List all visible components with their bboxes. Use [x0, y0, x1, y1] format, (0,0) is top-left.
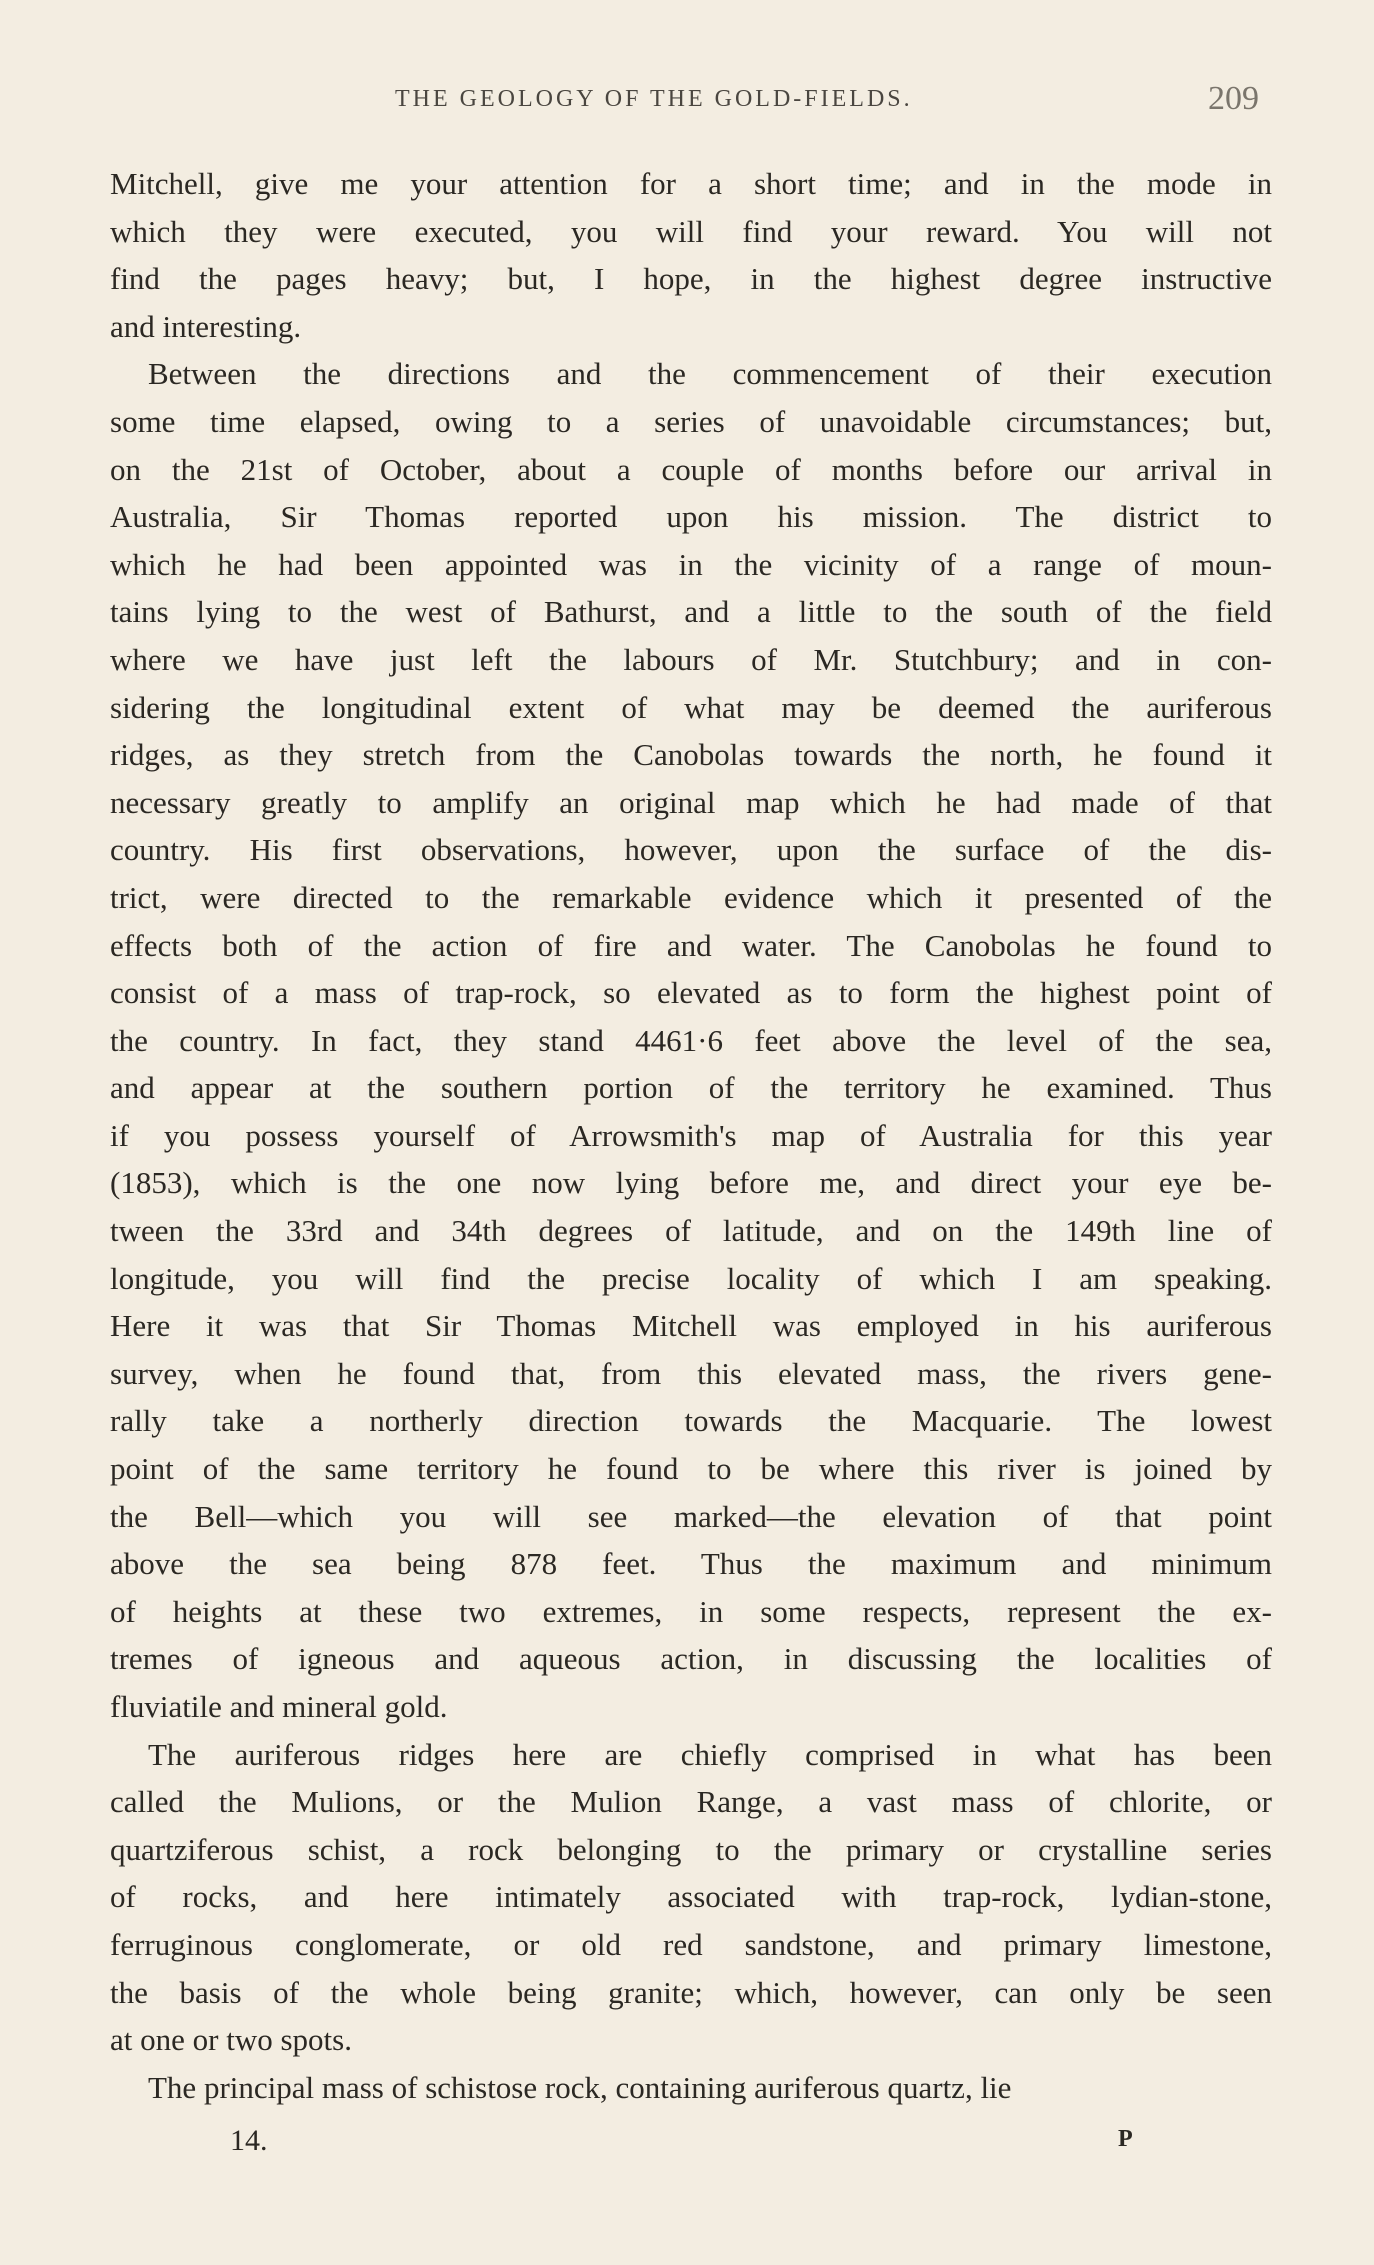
text-line: The auriferous ridges here are chiefly comprised in what has been — [148, 1736, 1272, 1772]
text-line: Mitchell, give me your attention for a short time; and in the mode in — [110, 166, 1272, 201]
text-line: tains lying to the west of Bathurst, and a little to the south of the field — [110, 594, 1272, 630]
text-line: effects both of the action of fire and water. The Canobolas he found to — [110, 927, 1272, 963]
page-number: 209 — [1208, 80, 1259, 117]
text-line: and interesting. — [110, 308, 302, 344]
paragraph — [110, 160, 1272, 350]
body-text — [110, 160, 1272, 2111]
text-line: necessary greatly to amplify an original map which he had made of that — [110, 784, 1272, 820]
text-line: country. His first observations, however, upon the surface of the dis- — [110, 832, 1272, 868]
text-line: the basis of the whole being granite; which, however, can only be seen — [110, 1974, 1272, 2010]
text-line: ferruginous conglomerate, or old red sandstone, and primary limestone, — [110, 1926, 1272, 1962]
paragraph — [110, 350, 1272, 1730]
text-line: fluviatile and mineral gold. — [110, 1689, 448, 1724]
text-line: of heights at these two extremes, in some respects, represent the ex- — [110, 1593, 1272, 1629]
text-line: if you possess yourself of Arrowsmith's map of Australia for this year — [110, 1117, 1272, 1153]
text-line: where we have just left the labours of Mr. Stutchbury; and in con- — [110, 641, 1272, 677]
text-line: survey, when he found that, from this elevated mass, the rivers gene- — [110, 1355, 1272, 1391]
signature-mark: 14. — [230, 2124, 268, 2157]
text-line: rally take a northerly direction towards the Macquarie. The lowest — [110, 1403, 1272, 1439]
text-line: of rocks, and here intimately associated with trap-rock, lydian-stone, — [110, 1879, 1272, 1915]
text-line: Between the directions and the commencement of their execution — [148, 356, 1272, 392]
text-line: The principal mass of schistose rock, containing auriferous quartz, lie — [148, 2069, 1012, 2105]
text-line: which they were executed, you will find your reward. You will not — [110, 213, 1272, 249]
text-line: on the 21st of October, about a couple of months before our arrival in — [110, 451, 1272, 487]
text-line: called the Mulions, or the Mulion Range, a vast mass of chlorite, or — [110, 1784, 1272, 1820]
text-line: quartziferous schist, a rock belonging to the primary or crystalline series — [110, 1831, 1272, 1867]
text-line: the country. In fact, they stand 4461·6 feet above the level of the sea, — [110, 1022, 1272, 1058]
page-footer — [0, 2124, 1374, 2170]
paragraph — [110, 1731, 1272, 2064]
running-title: THE GEOLOGY OF THE GOLD-FIELDS. — [395, 86, 913, 112]
paragraph — [110, 2064, 1272, 2112]
text-line: Australia, Sir Thomas reported upon his mission. The district to — [110, 499, 1272, 535]
text-line: above the sea being 878 feet. Thus the maximum and minimum — [110, 1546, 1272, 1582]
sheet-mark: P — [1118, 2126, 1133, 2152]
text-line: trict, were directed to the remarkable evidence which it presented of the — [110, 879, 1272, 915]
text-line: the Bell—which you will see marked—the elevation of that point — [110, 1498, 1272, 1534]
text-line: tween the 33rd and 34th degrees of latitude, and on the 149th line of — [110, 1213, 1272, 1249]
text-line: tremes of igneous and aqueous action, in discussing the localities of — [110, 1641, 1272, 1677]
text-line: some time elapsed, owing to a series of unavoidable circumstances; but, — [110, 403, 1272, 439]
text-line: longitude, you will find the precise locality of which I am speaking. — [110, 1260, 1272, 1296]
text-line: Here it was that Sir Thomas Mitchell was employed in his auriferous — [110, 1308, 1272, 1344]
text-line: consist of a mass of trap-rock, so elevated as to form the highest point of — [110, 975, 1272, 1011]
text-line: (1853), which is the one now lying before me, and direct your eye be- — [110, 1165, 1272, 1201]
text-line: sidering the longitudinal extent of what may be deemed the auriferous — [110, 689, 1272, 725]
text-line: find the pages heavy; but, I hope, in the highest degree instructive — [110, 261, 1272, 297]
text-line: and appear at the southern portion of the territory he examined. Thus — [110, 1070, 1272, 1106]
text-line: which he had been appointed was in the vicinity of a range of moun- — [110, 546, 1272, 582]
text-line: at one or two spots. — [110, 2022, 352, 2058]
text-line: point of the same territory he found to be where this river is joined by — [110, 1451, 1272, 1487]
text-line: ridges, as they stretch from the Canobolas towards the north, he found it — [110, 737, 1272, 773]
